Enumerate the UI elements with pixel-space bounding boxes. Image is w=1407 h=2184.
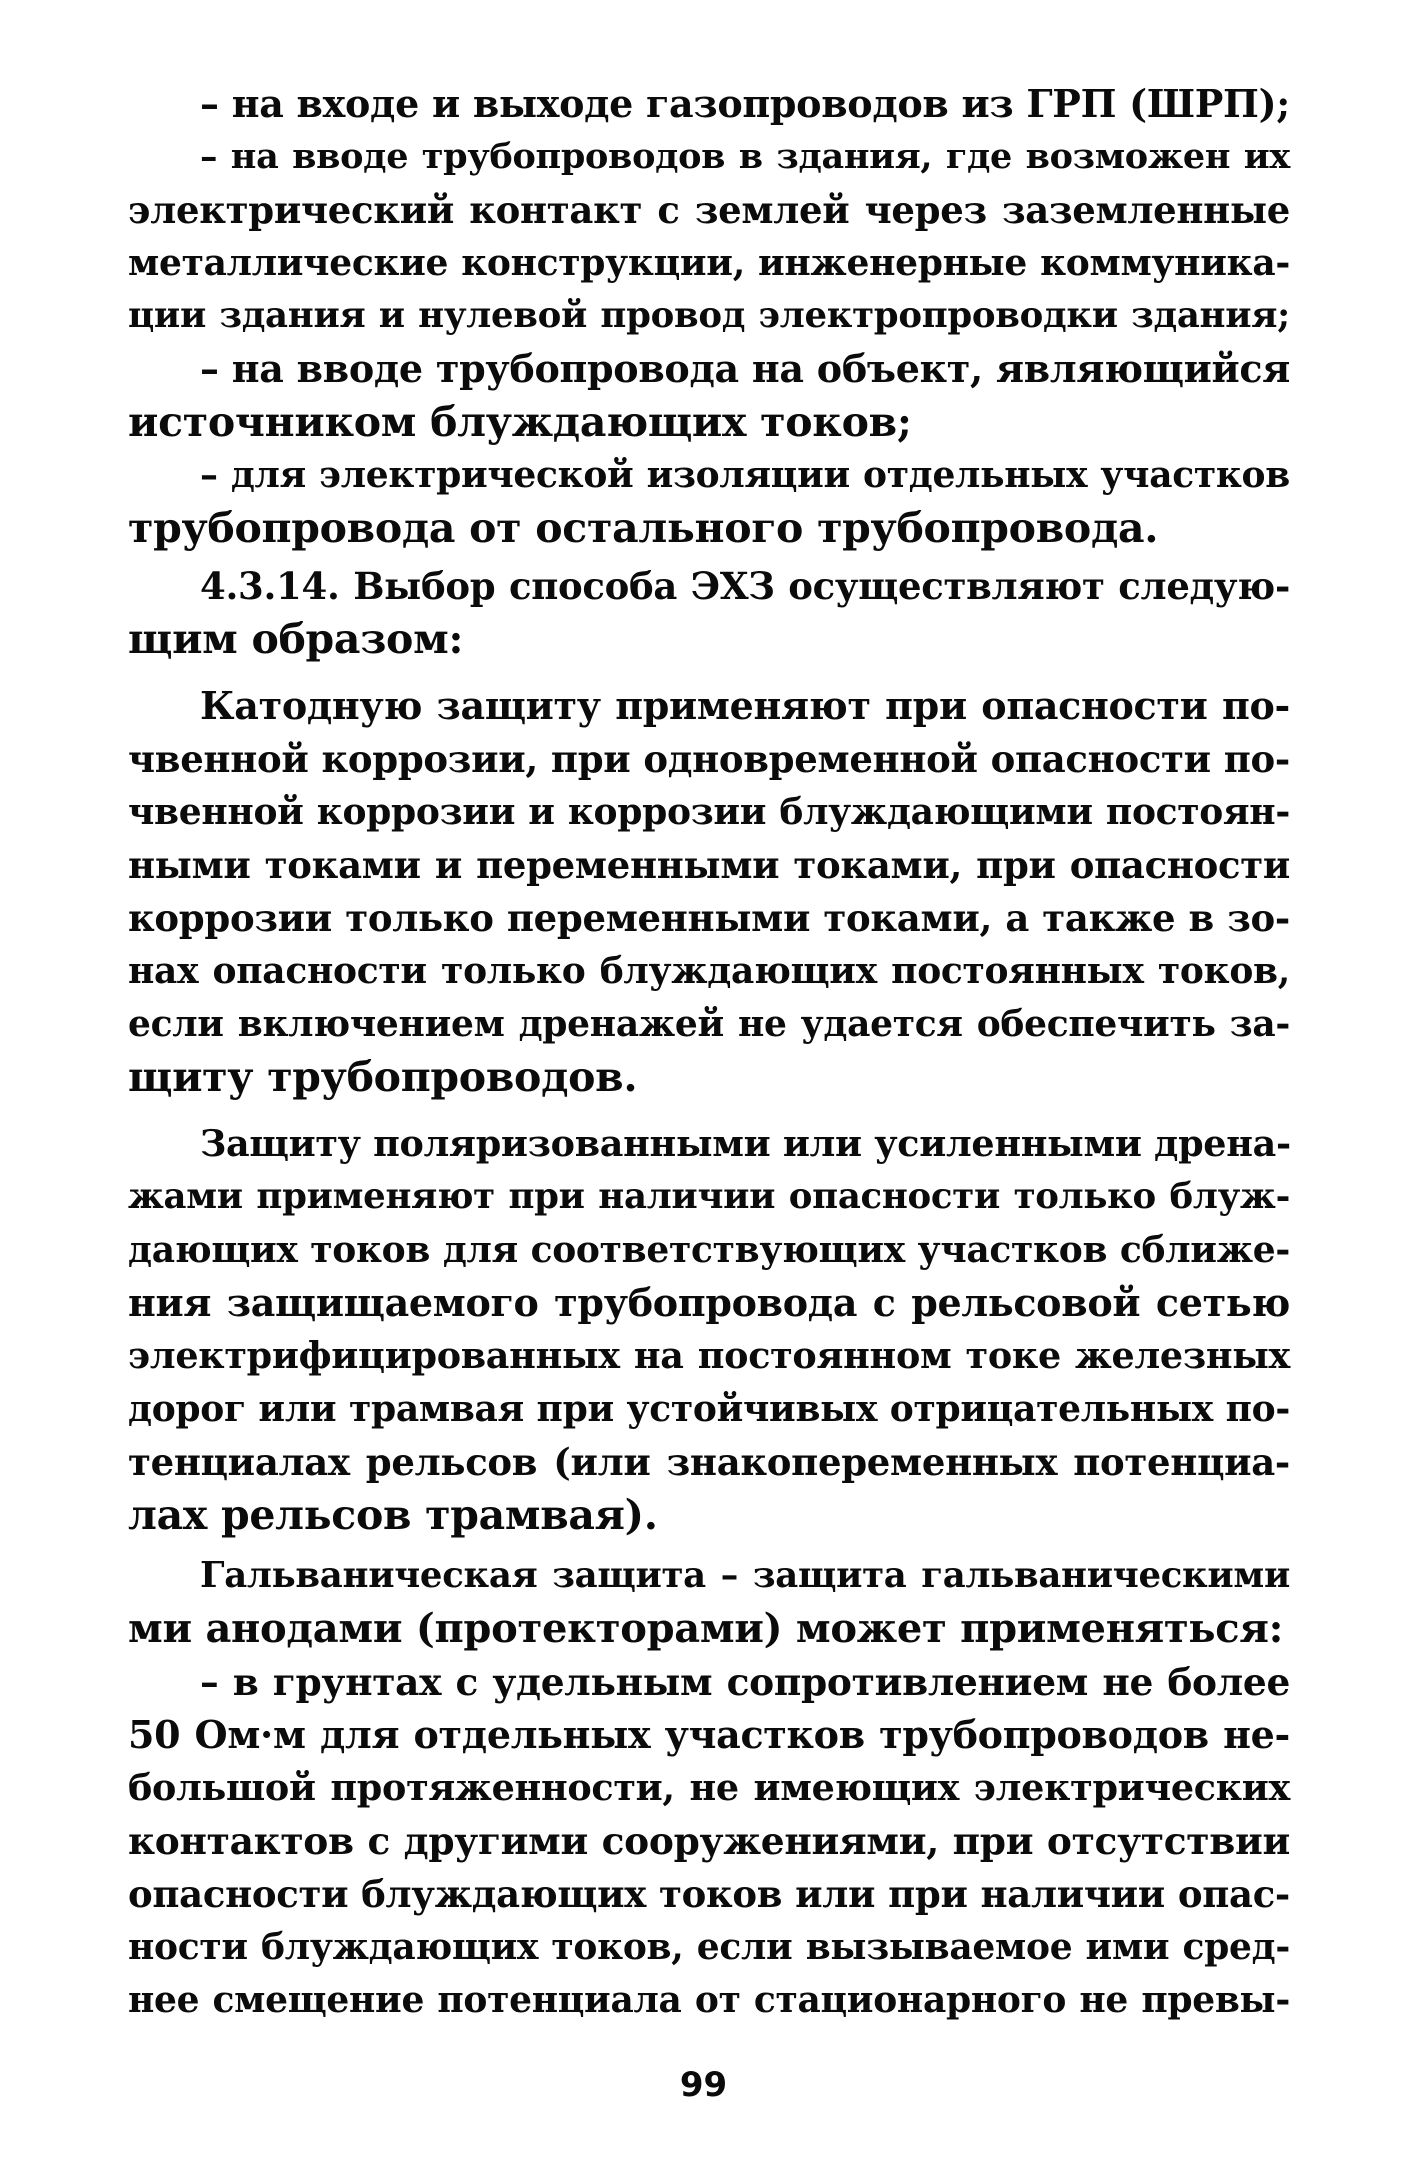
- text-line: электрический контакт с землей через заземленные: [128, 188, 1290, 232]
- text-line: трубопровода от остального трубопровода.: [128, 504, 1159, 552]
- text-line: – на вводе трубопровода на объект, являющийся: [200, 346, 1290, 391]
- text-line: – для электрической изоляции отдельных участков: [200, 454, 1290, 496]
- text-line: лах рельсов трамвая).: [128, 1491, 658, 1539]
- text-line: контактов с другими сооружениями, при отсутствии: [128, 1819, 1290, 1863]
- text-line: Гальваническая защита – защита гальваническими: [200, 1555, 1290, 1596]
- text-line: нах опасности только блуждающих постоянных токов,: [128, 950, 1290, 992]
- text-line: если включением дренажей не удается обеспечить за-: [128, 1003, 1290, 1045]
- text-line: источником блуждающих токов;: [128, 398, 912, 446]
- text-line: электрифицированных на постоянном токе железных: [128, 1334, 1290, 1377]
- text-line: коррозии только переменными токами, а также в зо-: [128, 896, 1290, 940]
- page-number: 99: [679, 2065, 728, 2105]
- text-line: Катодную защиту применяют при опасности по-: [200, 683, 1290, 728]
- text-line: дорог или трамвая при устойчивых отрицательных по-: [128, 1388, 1290, 1430]
- text-line: опасности блуждающих токов или при наличии опас-: [128, 1872, 1290, 1916]
- text-line: – на входе и выходе газопроводов из ГРП (ШРП);: [200, 81, 1290, 126]
- text-line: ными токами и переменными токами, при опасности: [128, 843, 1290, 887]
- text-line: тенциалах рельсов (или знакопеременных потенциа-: [128, 1440, 1290, 1484]
- text-line: щим образом:: [128, 615, 464, 663]
- text-line: 4.3.14. Выбор способа ЭХЗ осуществляют следую-: [200, 564, 1290, 608]
- text-line: чвенной коррозии, при одновременной опасности по-: [128, 737, 1290, 781]
- text-line: ции здания и нулевой провод электропроводки здания;: [128, 295, 1290, 336]
- text-line: ния защищаемого трубопровода с рельсовой сетью: [128, 1280, 1290, 1325]
- text-line: нее смещение потенциала от стационарного не превы-: [128, 1979, 1290, 2021]
- text-line: жами применяют при наличии опасности только блуж-: [128, 1176, 1290, 1217]
- text-line: ми анодами (протекторами) может применяться:: [128, 1605, 1284, 1652]
- text-line: большой протяженности, не имеющих электрических: [128, 1766, 1290, 1809]
- text-line: чвенной коррозии и коррозии блуждающими постоян-: [128, 791, 1290, 833]
- text-line: ности блуждающих токов, если вызываемое ими сред-: [128, 1926, 1290, 1968]
- text-line: дающих токов для соответствующих участков сближе-: [128, 1229, 1290, 1271]
- text-line: щиту трубопроводов.: [128, 1053, 638, 1101]
- text-line: – в грунтах с удельным сопротивлением не более: [200, 1660, 1290, 1704]
- text-line: – на вводе трубопроводов в здания, где возможен их: [200, 136, 1290, 177]
- text-line: Защиту поляризованными или усиленными дрена-: [200, 1122, 1291, 1165]
- text-line: металлические конструкции, инженерные коммуника-: [128, 242, 1290, 284]
- text-line: 50 Ом·м для отдельных участков трубопроводов не-: [128, 1712, 1290, 1757]
